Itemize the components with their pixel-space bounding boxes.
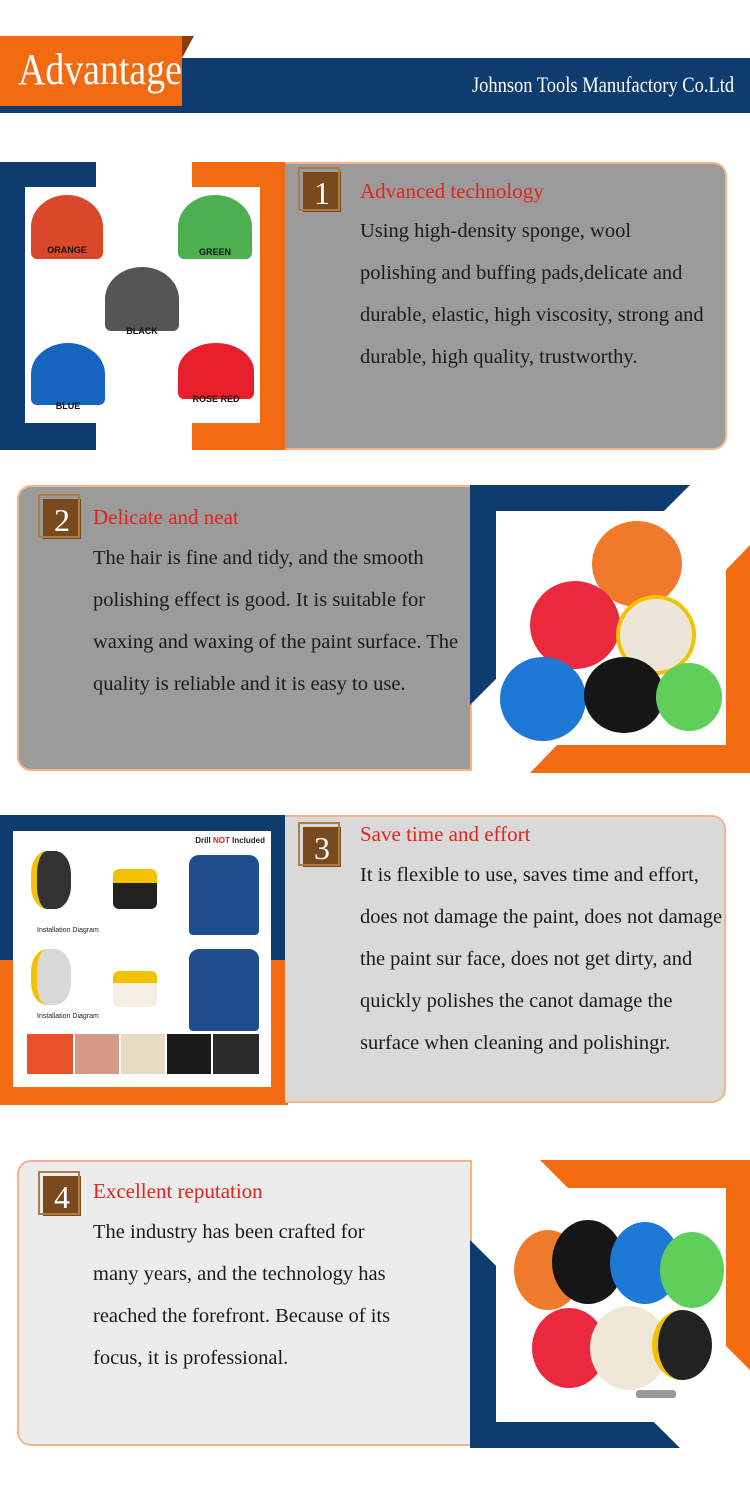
texture-wool-photo xyxy=(121,1034,165,1074)
texture-hand-photo xyxy=(75,1034,119,1074)
section-body: The hair is fine and tidy, and the smooth polishing effect is good. It is suitable for waxing and waxing of the paint surface. The quality is reliable and it is easy to use. xyxy=(93,547,459,695)
texture-fleece-photo xyxy=(213,1034,259,1074)
pad-on-arbor-1 xyxy=(113,869,157,909)
section-2-image-area xyxy=(470,485,750,773)
pad-kit-image xyxy=(496,1188,726,1422)
section-body: The industry has been crafted for many years, and the technology has reached the forefront. Because of its focus, it is professional. xyxy=(93,1221,391,1369)
section-heading: Delicate and neat xyxy=(93,505,239,529)
swatch-caption-black: BLACK xyxy=(126,326,158,336)
section-number-badge: 2 xyxy=(43,499,81,539)
blue-pad-swatch xyxy=(31,343,105,405)
swatch-caption-rose-red: ROSE RED xyxy=(192,394,240,404)
section-excellent-reputation xyxy=(0,1160,750,1450)
header-tab-fold xyxy=(182,36,194,58)
green-pad xyxy=(660,1232,724,1308)
rose-red-pad-swatch xyxy=(178,343,254,399)
drill-not-included-note: Drill NOT Included xyxy=(195,836,265,845)
section-heading: Advanced technology xyxy=(360,179,544,203)
company-name: Johnson Tools Manufactory Co.Ltd xyxy=(471,72,734,97)
blue-pad xyxy=(500,657,586,741)
installation-diagram-label-1: Installation Diagram xyxy=(37,927,99,934)
installation-diagram-image xyxy=(13,831,271,1087)
section-advanced-technology xyxy=(0,162,750,450)
section-4-image-area xyxy=(470,1160,750,1448)
backing-plate-2 xyxy=(31,949,71,1005)
section-save-time-and-effort xyxy=(0,815,750,1105)
swatch-caption-orange: ORANGE xyxy=(47,245,87,255)
section-number-badge: 4 xyxy=(43,1176,81,1216)
section-delicate-and-neat xyxy=(0,485,750,773)
section-number-badge: 3 xyxy=(303,827,341,867)
section-heading: Excellent reputation xyxy=(93,1179,263,1203)
installation-diagram-label-2: Installation Diagram xyxy=(37,1013,99,1020)
section-heading: Save time and effort xyxy=(360,822,531,846)
pad-on-arbor-2 xyxy=(113,971,157,1007)
section-body: It is flexible to use, saves time and effort, does not damage the paint, does not damage the paint sur face, does not get dirty, and quickly polishes the canot damage the surface when cleaning and polishingr. xyxy=(360,864,723,1054)
drill-illustration-1 xyxy=(189,855,259,935)
section-number-badge: 1 xyxy=(303,172,341,212)
black-pad xyxy=(584,657,664,733)
swatch-caption-green: GREEN xyxy=(198,247,231,257)
texture-black-photo xyxy=(167,1034,211,1074)
page-title: Advantage xyxy=(18,45,182,94)
color-swatch-image xyxy=(25,187,260,423)
backing-plate xyxy=(652,1310,712,1380)
black-pad-swatch xyxy=(105,267,179,331)
swatch-caption-blue: BLUE xyxy=(55,401,81,411)
drill-illustration-2 xyxy=(189,949,259,1031)
green-pad xyxy=(656,663,722,731)
drill-arbor xyxy=(636,1390,676,1398)
backing-plate-1 xyxy=(31,851,71,909)
section-body: Using high-density sponge, wool polishing and buffing pads,delicate and durable, elastic, high viscosity, strong and durable, high quality, trustworthy. xyxy=(360,220,704,368)
texture-orange-photo xyxy=(27,1034,73,1074)
red-pad xyxy=(530,581,620,669)
pad-set-image xyxy=(496,511,726,745)
